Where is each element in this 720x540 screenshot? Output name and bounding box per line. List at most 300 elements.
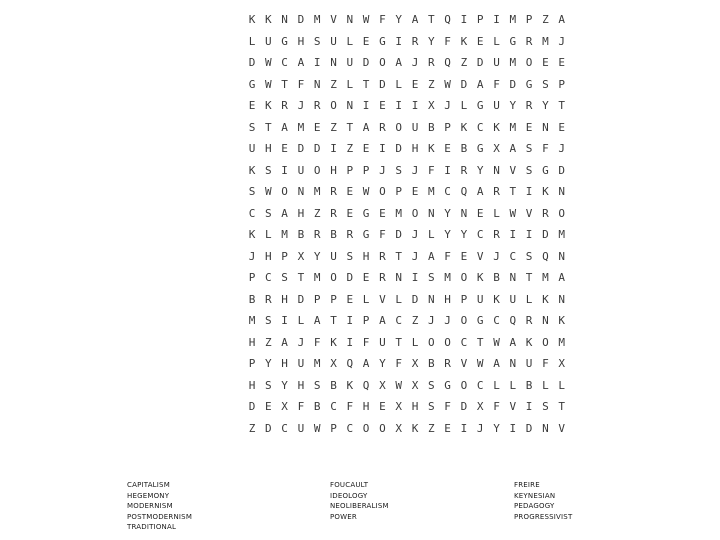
grid-letter[interactable]: G [476, 99, 484, 112]
grid-letter[interactable]: N [558, 292, 565, 306]
grid-letter[interactable]: E [346, 185, 354, 198]
grid-letter[interactable]: F [297, 400, 305, 413]
grid-letter[interactable]: U [493, 99, 500, 112]
grid-letter[interactable]: M [542, 271, 549, 284]
grid-letter[interactable]: T [362, 77, 370, 91]
grid-letter[interactable]: S [525, 163, 533, 177]
grid-letter[interactable]: O [542, 335, 549, 349]
grid-letter[interactable]: E [346, 206, 354, 220]
grid-letter[interactable]: D [313, 142, 321, 155]
grid-letter[interactable]: G [362, 206, 370, 220]
grid-letter[interactable]: S [248, 185, 256, 198]
grid-letter[interactable]: J [411, 56, 419, 69]
grid-letter[interactable]: D [248, 400, 256, 413]
grid-letter[interactable]: N [395, 271, 402, 284]
grid-letter[interactable]: K [264, 99, 272, 112]
grid-letter[interactable]: S [313, 34, 321, 48]
grid-letter[interactable]: P [281, 249, 288, 263]
grid-letter[interactable]: A [558, 271, 565, 284]
grid-letter[interactable]: N [427, 206, 435, 220]
grid-letter[interactable]: I [313, 56, 321, 69]
grid-letter[interactable]: D [297, 292, 305, 306]
grid-letter[interactable]: F [444, 34, 451, 48]
grid-letter[interactable]: U [248, 142, 256, 155]
grid-letter[interactable]: K [264, 13, 272, 26]
grid-letter[interactable]: X [558, 357, 565, 370]
grid-letter[interactable]: D [395, 142, 402, 155]
grid-letter[interactable]: B [330, 228, 337, 241]
grid-letter[interactable]: M [313, 13, 321, 26]
grid-letter[interactable]: E [362, 34, 370, 48]
grid-letter[interactable]: J [444, 99, 451, 112]
grid-letter[interactable]: O [525, 56, 533, 69]
grid-letter[interactable]: A [427, 249, 435, 263]
grid-letter[interactable]: E [379, 206, 386, 220]
grid-letter[interactable]: X [427, 99, 435, 112]
grid-letter[interactable]: L [264, 228, 272, 241]
grid-letter[interactable]: F [346, 400, 354, 413]
grid-letter[interactable]: E [379, 99, 386, 112]
grid-letter[interactable]: E [264, 400, 272, 413]
grid-letter[interactable]: F [395, 357, 402, 370]
grid-letter[interactable]: E [542, 56, 549, 69]
grid-letter[interactable]: C [493, 314, 500, 327]
grid-letter[interactable]: R [281, 99, 288, 112]
grid-letter[interactable]: C [264, 271, 272, 284]
grid-letter[interactable]: D [248, 56, 256, 69]
grid-letter[interactable]: E [476, 34, 484, 48]
grid-letter[interactable]: X [411, 357, 419, 370]
grid-letter[interactable]: R [313, 228, 321, 241]
grid-letter[interactable]: W [264, 185, 272, 198]
grid-letter[interactable]: P [395, 185, 402, 198]
grid-letter[interactable]: J [427, 314, 435, 327]
grid-letter[interactable]: U [379, 335, 386, 349]
grid-letter[interactable]: Q [444, 56, 451, 69]
grid-letter[interactable]: F [493, 400, 500, 413]
grid-letter[interactable]: O [362, 421, 370, 435]
grid-letter[interactable]: I [281, 163, 288, 177]
grid-letter[interactable]: C [476, 228, 484, 241]
grid-letter[interactable]: Y [281, 378, 288, 392]
grid-letter[interactable]: O [330, 99, 337, 112]
grid-letter[interactable]: A [313, 314, 321, 327]
grid-letter[interactable]: Z [411, 314, 419, 327]
grid-letter[interactable]: G [444, 378, 451, 392]
grid-letter[interactable]: B [427, 120, 435, 134]
grid-letter[interactable]: Y [444, 228, 451, 241]
grid-letter[interactable]: D [297, 13, 305, 26]
grid-letter[interactable]: A [362, 357, 370, 370]
grid-letter[interactable]: R [330, 185, 337, 198]
grid-letter[interactable]: K [493, 292, 500, 306]
grid-letter[interactable]: F [297, 77, 305, 91]
grid-letter[interactable]: P [248, 357, 256, 370]
grid-letter[interactable]: T [281, 77, 288, 91]
grid-letter[interactable]: U [476, 292, 484, 306]
grid-letter[interactable]: T [558, 400, 565, 413]
grid-letter[interactable]: L [493, 378, 500, 392]
grid-letter[interactable]: H [330, 163, 337, 177]
grid-letter[interactable]: N [346, 99, 354, 112]
grid-letter[interactable]: E [411, 185, 419, 198]
grid-letter[interactable]: L [427, 228, 435, 241]
grid-letter[interactable]: R [525, 99, 533, 112]
grid-letter[interactable]: O [558, 206, 565, 220]
grid-letter[interactable]: Q [509, 314, 517, 327]
grid-letter[interactable]: X [493, 142, 500, 155]
grid-letter[interactable]: C [476, 120, 484, 134]
grid-letter[interactable]: H [411, 142, 419, 155]
grid-letter[interactable]: H [248, 378, 256, 392]
grid-letter[interactable]: L [395, 77, 402, 91]
grid-letter[interactable]: U [346, 56, 354, 69]
grid-letter[interactable]: R [460, 163, 468, 177]
grid-letter[interactable]: N [313, 77, 321, 91]
grid-letter[interactable]: I [330, 142, 337, 155]
grid-letter[interactable]: E [460, 249, 468, 263]
grid-letter[interactable]: I [509, 421, 517, 435]
grid-letter[interactable]: R [346, 228, 354, 241]
grid-letter[interactable]: P [362, 314, 370, 327]
grid-letter[interactable]: P [330, 421, 337, 435]
grid-letter[interactable]: D [476, 56, 484, 69]
grid-letter[interactable]: Y [509, 99, 517, 112]
grid-letter[interactable]: D [411, 292, 419, 306]
grid-letter[interactable]: H [248, 335, 256, 349]
grid-letter[interactable]: X [395, 400, 402, 413]
grid-letter[interactable]: R [493, 228, 500, 241]
grid-letter[interactable]: X [411, 378, 419, 392]
grid-letter[interactable]: L [509, 378, 517, 392]
grid-letter[interactable]: L [558, 378, 565, 392]
grid-letter[interactable]: G [248, 77, 256, 91]
grid-letter[interactable]: N [542, 314, 549, 327]
grid-letter[interactable]: Y [493, 421, 500, 435]
grid-letter[interactable]: K [542, 292, 549, 306]
grid-letter[interactable]: V [330, 13, 337, 26]
grid-letter[interactable]: F [444, 249, 451, 263]
grid-letter[interactable]: K [346, 378, 354, 392]
grid-letter[interactable]: D [460, 400, 468, 413]
grid-letter[interactable]: V [460, 357, 468, 370]
grid-letter[interactable]: R [379, 271, 386, 284]
grid-letter[interactable]: G [476, 142, 484, 155]
grid-letter[interactable]: I [460, 421, 468, 435]
grid-letter[interactable]: V [525, 206, 533, 220]
grid-letter[interactable]: S [427, 378, 435, 392]
grid-letter[interactable]: Q [346, 357, 354, 370]
grid-letter[interactable]: J [379, 163, 386, 177]
grid-letter[interactable]: W [493, 335, 500, 349]
grid-letter[interactable]: E [313, 120, 321, 134]
grid-letter[interactable]: E [476, 206, 484, 220]
grid-letter[interactable]: C [248, 206, 256, 220]
grid-letter[interactable]: W [313, 421, 321, 435]
grid-letter[interactable]: O [427, 335, 435, 349]
grid-letter[interactable]: N [460, 206, 468, 220]
grid-letter[interactable]: M [281, 228, 288, 241]
grid-letter[interactable]: X [281, 400, 288, 413]
grid-letter[interactable]: P [362, 163, 370, 177]
grid-letter[interactable]: R [525, 314, 533, 327]
grid-letter[interactable]: C [476, 378, 484, 392]
grid-letter[interactable]: Z [248, 421, 256, 435]
grid-letter[interactable]: N [330, 56, 337, 69]
grid-letter[interactable]: K [493, 120, 500, 134]
grid-letter[interactable]: M [313, 357, 321, 370]
grid-letter[interactable]: L [411, 335, 419, 349]
grid-letter[interactable]: I [525, 400, 533, 413]
grid-letter[interactable]: D [460, 77, 468, 91]
grid-letter[interactable]: S [264, 378, 272, 392]
grid-letter[interactable]: I [379, 142, 386, 155]
grid-letter[interactable]: Y [444, 206, 451, 220]
grid-letter[interactable]: R [444, 357, 451, 370]
grid-letter[interactable]: O [379, 185, 386, 198]
grid-letter[interactable]: T [427, 13, 435, 26]
grid-letter[interactable]: K [558, 314, 565, 327]
grid-letter[interactable]: U [493, 56, 500, 69]
grid-letter[interactable]: U [525, 357, 533, 370]
grid-letter[interactable]: O [281, 185, 288, 198]
grid-letter[interactable]: U [330, 34, 337, 48]
grid-letter[interactable]: L [362, 292, 370, 306]
grid-letter[interactable]: D [362, 56, 370, 69]
grid-letter[interactable]: F [444, 400, 451, 413]
grid-letter[interactable]: M [297, 120, 305, 134]
grid-letter[interactable]: B [460, 142, 468, 155]
grid-letter[interactable]: I [525, 185, 533, 198]
grid-letter[interactable]: B [525, 378, 533, 392]
grid-letter[interactable]: H [297, 34, 305, 48]
grid-letter[interactable]: B [297, 228, 305, 241]
grid-letter[interactable]: T [509, 185, 517, 198]
grid-letter[interactable]: H [297, 206, 305, 220]
grid-letter[interactable]: D [558, 163, 565, 177]
grid-letter[interactable]: I [395, 99, 402, 112]
grid-letter[interactable]: P [460, 292, 468, 306]
grid-letter[interactable]: T [395, 249, 402, 263]
grid-letter[interactable]: A [281, 206, 288, 220]
grid-letter[interactable]: O [379, 56, 386, 69]
grid-letter[interactable]: D [379, 77, 386, 91]
grid-letter[interactable]: R [379, 249, 386, 263]
grid-letter[interactable]: U [297, 163, 305, 177]
grid-letter[interactable]: A [558, 13, 565, 26]
grid-letter[interactable]: I [411, 99, 419, 112]
grid-letter[interactable]: I [460, 13, 468, 26]
grid-letter[interactable]: P [444, 120, 451, 134]
grid-letter[interactable]: L [346, 77, 354, 91]
grid-letter[interactable]: Q [542, 249, 549, 263]
grid-letter[interactable]: Q [444, 13, 451, 26]
grid-letter[interactable]: Z [264, 335, 272, 349]
grid-letter[interactable]: S [525, 249, 533, 263]
grid-letter[interactable]: F [313, 335, 321, 349]
grid-letter[interactable]: H [281, 292, 288, 306]
grid-letter[interactable]: A [297, 56, 305, 69]
grid-letter[interactable]: A [509, 335, 517, 349]
grid-letter[interactable]: Z [460, 56, 468, 69]
grid-letter[interactable]: Y [264, 357, 272, 370]
grid-letter[interactable]: K [460, 120, 468, 134]
grid-letter[interactable]: F [542, 357, 549, 370]
grid-letter[interactable]: M [313, 185, 321, 198]
grid-letter[interactable]: V [476, 249, 484, 263]
grid-letter[interactable]: U [509, 292, 517, 306]
grid-letter[interactable]: R [264, 292, 272, 306]
grid-letter[interactable]: P [346, 163, 354, 177]
grid-letter[interactable]: N [509, 357, 517, 370]
grid-letter[interactable]: E [362, 142, 370, 155]
grid-letter[interactable]: J [248, 249, 256, 263]
grid-letter[interactable]: P [558, 77, 565, 91]
grid-letter[interactable]: E [346, 292, 354, 306]
grid-letter[interactable]: G [281, 34, 288, 48]
grid-letter[interactable]: E [444, 421, 451, 435]
grid-letter[interactable]: W [476, 357, 484, 370]
grid-letter[interactable]: I [509, 228, 517, 241]
grid-letter[interactable]: X [476, 400, 484, 413]
grid-letter[interactable]: J [297, 335, 305, 349]
grid-letter[interactable]: P [248, 271, 256, 284]
grid-letter[interactable]: V [509, 400, 517, 413]
grid-letter[interactable]: Y [313, 249, 321, 263]
grid-letter[interactable]: A [509, 142, 517, 155]
grid-letter[interactable]: D [525, 421, 533, 435]
grid-letter[interactable]: M [509, 56, 517, 69]
grid-letter[interactable]: F [427, 163, 435, 177]
grid-letter[interactable]: L [395, 292, 402, 306]
grid-letter[interactable]: M [248, 314, 256, 327]
grid-letter[interactable]: H [411, 400, 419, 413]
grid-letter[interactable]: K [427, 142, 435, 155]
grid-letter[interactable]: E [444, 142, 451, 155]
grid-letter[interactable]: R [411, 34, 419, 48]
grid-letter[interactable]: C [444, 185, 451, 198]
grid-letter[interactable]: I [346, 314, 354, 327]
grid-letter[interactable]: O [460, 314, 468, 327]
grid-letter[interactable]: N [281, 13, 288, 26]
grid-letter[interactable]: M [427, 185, 435, 198]
grid-letter[interactable]: E [362, 271, 370, 284]
grid-letter[interactable]: M [542, 34, 549, 48]
grid-letter[interactable]: S [248, 120, 256, 134]
grid-letter[interactable]: X [395, 421, 402, 435]
grid-letter[interactable]: Y [427, 34, 435, 48]
grid-letter[interactable]: K [411, 421, 419, 435]
grid-letter[interactable]: W [395, 378, 402, 392]
grid-letter[interactable]: G [476, 314, 484, 327]
grid-letter[interactable]: A [476, 185, 484, 198]
grid-letter[interactable]: L [493, 206, 500, 220]
grid-letter[interactable]: K [476, 271, 484, 284]
grid-letter[interactable]: S [542, 77, 549, 91]
grid-letter[interactable]: P [313, 292, 321, 306]
grid-letter[interactable]: W [509, 206, 517, 220]
grid-letter[interactable]: B [313, 400, 321, 413]
grid-letter[interactable]: G [542, 163, 549, 177]
grid-letter[interactable]: Z [313, 206, 321, 220]
grid-letter[interactable]: S [346, 249, 354, 263]
grid-letter[interactable]: I [411, 271, 419, 284]
grid-letter[interactable]: Z [427, 421, 435, 435]
grid-letter[interactable]: O [444, 335, 451, 349]
grid-letter[interactable]: B [248, 292, 256, 306]
grid-letter[interactable]: H [264, 249, 272, 263]
grid-letter[interactable]: V [558, 421, 565, 435]
grid-letter[interactable]: E [525, 120, 533, 134]
grid-letter[interactable]: O [411, 206, 419, 220]
grid-letter[interactable]: U [411, 120, 419, 134]
grid-letter[interactable]: K [525, 335, 533, 349]
grid-letter[interactable]: J [411, 228, 419, 241]
grid-letter[interactable]: M [444, 271, 451, 284]
grid-letter[interactable]: K [248, 163, 256, 177]
grid-letter[interactable]: N [542, 421, 549, 435]
grid-letter[interactable]: P [525, 13, 533, 26]
grid-letter[interactable]: E [411, 77, 419, 91]
grid-letter[interactable]: K [542, 185, 549, 198]
grid-letter[interactable]: J [411, 249, 419, 263]
grid-letter[interactable]: L [525, 292, 533, 306]
grid-letter[interactable]: Y [379, 357, 386, 370]
grid-letter[interactable]: T [264, 120, 272, 134]
grid-letter[interactable]: L [493, 34, 500, 48]
grid-letter[interactable]: D [264, 421, 272, 435]
grid-letter[interactable]: T [476, 335, 484, 349]
grid-letter[interactable]: C [330, 400, 337, 413]
grid-letter[interactable]: R [542, 206, 549, 220]
grid-letter[interactable]: S [542, 400, 549, 413]
grid-letter[interactable]: S [313, 378, 321, 392]
grid-letter[interactable]: X [297, 249, 305, 263]
grid-letter[interactable]: F [493, 77, 500, 91]
grid-letter[interactable]: C [281, 56, 288, 69]
grid-letter[interactable]: Y [395, 13, 402, 26]
grid-letter[interactable]: X [379, 378, 386, 392]
grid-letter[interactable]: T [558, 99, 565, 112]
grid-letter[interactable]: J [411, 163, 419, 177]
grid-letter[interactable]: Q [362, 378, 370, 392]
grid-letter[interactable]: L [346, 34, 354, 48]
grid-letter[interactable]: A [281, 335, 288, 349]
grid-letter[interactable]: J [444, 314, 451, 327]
grid-letter[interactable]: S [264, 206, 272, 220]
grid-letter[interactable]: F [542, 142, 549, 155]
grid-letter[interactable]: T [346, 120, 354, 134]
grid-letter[interactable]: E [558, 56, 565, 69]
grid-letter[interactable]: U [297, 357, 305, 370]
grid-letter[interactable]: V [509, 163, 517, 177]
grid-letter[interactable]: E [248, 99, 256, 112]
grid-letter[interactable]: H [264, 142, 272, 155]
grid-letter[interactable]: K [460, 34, 468, 48]
grid-letter[interactable]: D [542, 228, 549, 241]
grid-letter[interactable]: L [542, 378, 549, 392]
grid-letter[interactable]: W [264, 77, 272, 91]
grid-letter[interactable]: Z [427, 77, 435, 91]
grid-letter[interactable]: C [346, 421, 354, 435]
grid-letter[interactable]: A [362, 120, 370, 134]
grid-letter[interactable]: R [330, 206, 337, 220]
grid-letter[interactable]: C [509, 249, 517, 263]
grid-letter[interactable]: Q [460, 185, 468, 198]
grid-letter[interactable]: M [558, 228, 565, 241]
grid-letter[interactable]: J [558, 142, 565, 155]
grid-letter[interactable]: A [281, 120, 288, 134]
